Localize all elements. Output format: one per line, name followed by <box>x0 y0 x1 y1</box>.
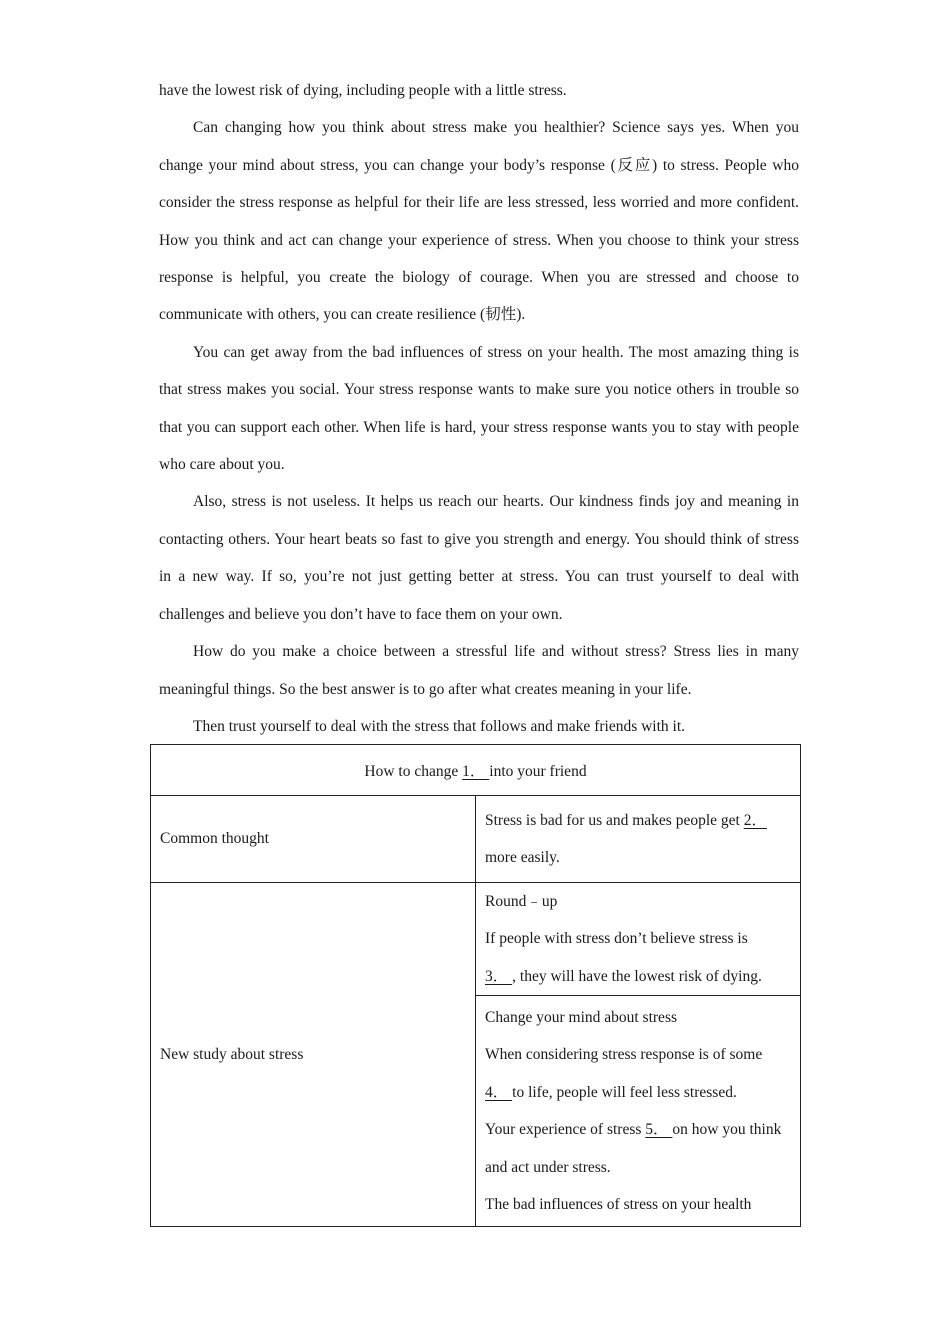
blank-2: 2． <box>743 811 767 829</box>
paragraph: Can changing how you think about stress make you healthier? Science says yes. When you change your mind about stress, you can change your body’s response (反应) to stress. People who consider the stress response as helpful for their life are less stressed, less worried and more confident. How you think and act can change your experience of stress. When you choose to think your stress response is helpful, you create the biology of courage. When you are stressed and choose to communicate with others, you can create resilience (韧性). <box>159 119 799 324</box>
change-mind-content <box>476 996 801 1227</box>
table-row <box>151 883 801 996</box>
cell-text: , they will have the lowest risk of dying. <box>512 967 762 985</box>
common-thought-content <box>476 796 801 883</box>
paragraph: You can get away from the bad influences of stress on your health. The most amazing thing is that stress makes you social. Your stress response wants to make sure you notice others in trouble so that you can support each other. When life is hard, your stress response wants you to stay with people who care about you. <box>159 343 799 474</box>
common-thought-label: Common thought <box>151 796 476 883</box>
blank-3: 3． <box>485 967 513 985</box>
new-study-label: New study about stress <box>151 883 476 1227</box>
cell-text: The bad influences of stress on your health <box>485 1196 752 1214</box>
change-mind-heading: Change your mind about stress <box>485 1009 678 1026</box>
table-title-text: How to change <box>364 763 463 780</box>
table-title-cell <box>151 745 801 796</box>
blank-1: 1． <box>462 763 490 780</box>
summary-table <box>150 744 801 1227</box>
table-row <box>151 796 801 883</box>
table-row <box>151 745 801 796</box>
table-title-text: into your friend <box>489 763 587 780</box>
blank-4: 4． <box>485 1083 513 1101</box>
cell-text: more easily. <box>485 849 560 866</box>
paragraph: Then trust yourself to deal with the stress that follows and make friends with it. <box>193 717 686 735</box>
cell-text: to life, people will feel less stressed. <box>512 1083 737 1101</box>
cell-text: If people with stress don’t believe stress is <box>485 930 748 948</box>
roundup-heading: Round﹣up <box>485 893 558 910</box>
cell-text: Your experience of stress <box>485 1121 646 1139</box>
cell-text: Stress is bad for us and makes people get <box>485 811 744 829</box>
paragraph: have the lowest risk of dying, including people with a little stress. <box>159 82 567 99</box>
roundup-content <box>476 883 801 996</box>
cell-text: When considering stress response is of some <box>485 1046 763 1064</box>
passage <box>159 72 799 745</box>
paragraph: Also, stress is not useless. It helps us reach our hearts. Our kindness finds joy and meaning in contacting others. Your heart beats so fast to give you strength and energy. You should think of stress in a new way. If so, you’re not just getting better at stress. You can trust yourself to deal with challenges and believe you don’t have to face them on your own. <box>159 493 799 623</box>
paragraph: How do you make a choice between a stressful life and without stress? Stress lies in many meaningful things. So the best answer is to go after what creates meaning in your life. <box>159 643 799 698</box>
blank-5: 5． <box>645 1121 673 1139</box>
cell-text: on how you think and act under stress. <box>485 1121 782 1176</box>
